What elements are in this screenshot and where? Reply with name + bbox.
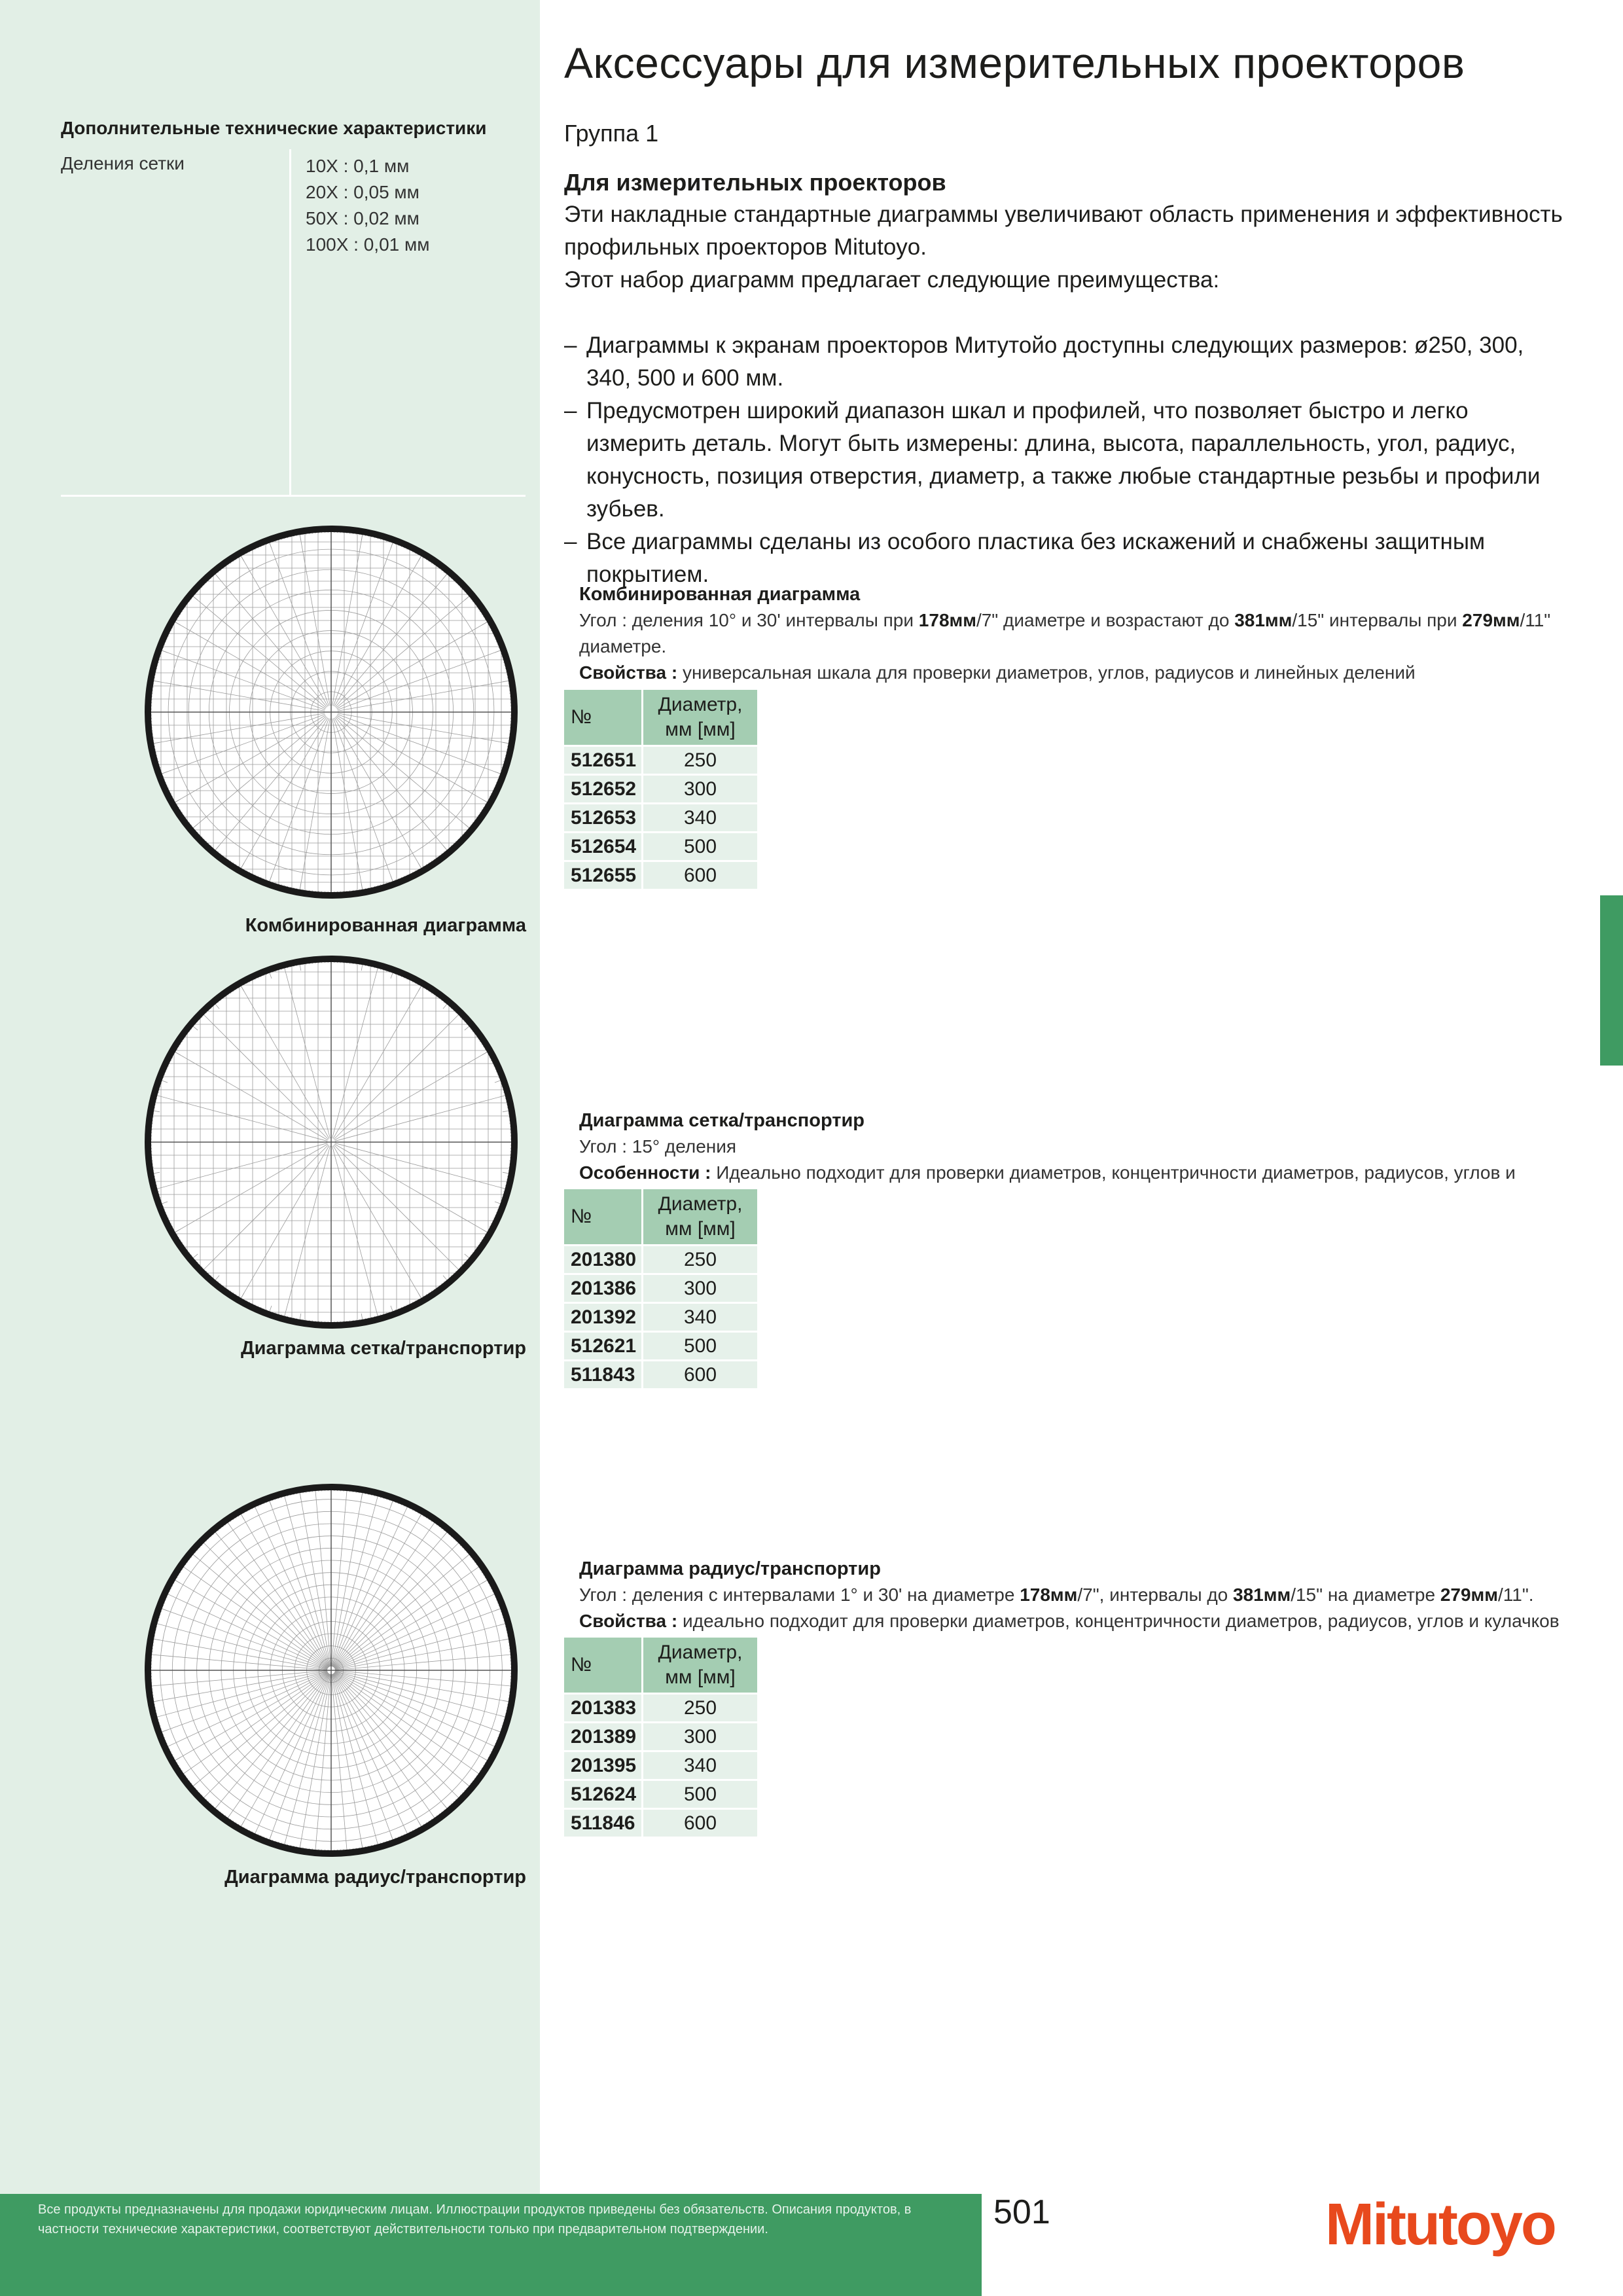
group-label: Группа 1 bbox=[564, 120, 659, 147]
product-table bbox=[564, 1638, 757, 1839]
order-number-cell: 512652 bbox=[564, 776, 643, 804]
caption-grid: Диаграмма сетка/транспортир bbox=[240, 1338, 526, 1359]
diameter-cell: 600 bbox=[643, 862, 757, 891]
benefits-list bbox=[564, 329, 1572, 591]
specs-title: Дополнительные технические характеристики bbox=[61, 118, 487, 138]
list-item: – Все диаграммы сделаны из особого пластика без искажений и снабжены защитным покрытием. bbox=[564, 526, 1572, 591]
product-angle: Угол : деления с интервалами 1° и 30' на диаметре 178мм/7", интервалы до 381мм/15" на диаметре 279мм/11". bbox=[579, 1585, 1534, 1605]
product-properties: Особенности : Идеально подходит для проверки диаметров, концентричности диаметров, радиусов, углов и bbox=[579, 1162, 1516, 1183]
list-item: – Диаграммы к экранам проекторов Митутойо доступны следующих размеров: ø250, 300, 340, 500 и 600 мм. bbox=[564, 329, 1572, 395]
diameter-cell: 500 bbox=[643, 1333, 757, 1361]
table-row bbox=[564, 1810, 757, 1839]
table-row bbox=[564, 1333, 757, 1361]
order-number-cell: 512651 bbox=[564, 747, 643, 776]
order-number-cell: 201392 bbox=[564, 1304, 643, 1333]
page-title: Аксессуары для измерительных проекторов bbox=[564, 39, 1465, 87]
divider bbox=[61, 495, 526, 497]
table-row bbox=[564, 1752, 757, 1781]
product-angle: Угол : 15° деления bbox=[579, 1136, 737, 1157]
diameter-cell: 340 bbox=[643, 1752, 757, 1781]
table-row bbox=[564, 1246, 757, 1275]
order-number-cell: 201383 bbox=[564, 1695, 643, 1723]
section-subtitle: Для измерительных проекторов bbox=[564, 169, 946, 196]
product-table bbox=[564, 1189, 757, 1390]
diameter-cell: 250 bbox=[643, 1246, 757, 1275]
footer-disclaimer: Все продукты предназначены для продажи юридическим лицам. Иллюстрации продуктов приведены без обязательств. Описания продуктов, в частности технические характеристики, соответствуют действительности только при предварительном подтверждении. bbox=[38, 2202, 912, 2236]
grid-value: 20X : 0,05 мм bbox=[306, 182, 419, 202]
order-number-cell: 201389 bbox=[564, 1723, 643, 1752]
intro-paragraph: Эти накладные стандартные диаграммы увеличивают область применения и эффективность профильных проекторов Mitutoyo. bbox=[564, 202, 1563, 260]
grid-label: Деления сетки bbox=[61, 153, 185, 173]
diameter-cell: 340 bbox=[643, 804, 757, 833]
order-number-cell: 512624 bbox=[564, 1781, 643, 1810]
table-row bbox=[564, 747, 757, 776]
diameter-cell: 340 bbox=[643, 1304, 757, 1333]
order-number-cell: 512655 bbox=[564, 862, 643, 891]
diameter-cell: 300 bbox=[643, 1723, 757, 1752]
table-header-row bbox=[564, 1189, 757, 1246]
diameter-cell: 500 bbox=[643, 1781, 757, 1810]
grid-value: 10X : 0,1 мм bbox=[306, 156, 410, 176]
table-row bbox=[564, 1695, 757, 1723]
combined-chart-image bbox=[141, 522, 522, 903]
grid-value: 100X : 0,01 мм bbox=[306, 234, 430, 255]
table-row bbox=[564, 833, 757, 862]
caption-radius: Диаграмма радиус/транспортир bbox=[224, 1867, 526, 1888]
product-properties: Свойства : идеально подходит для проверки диаметров, концентричности диаметров, радиусов, углов и кулачков bbox=[579, 1611, 1560, 1631]
table-header-row bbox=[564, 1638, 757, 1695]
column-header-no: № bbox=[564, 1638, 643, 1695]
column-header-diameter: Диаметр, мм [мм] bbox=[643, 1189, 757, 1246]
column-header-diameter: Диаметр, мм [мм] bbox=[643, 690, 757, 747]
diameter-cell: 600 bbox=[643, 1361, 757, 1390]
grid-values bbox=[306, 153, 430, 258]
product-combined bbox=[579, 581, 1574, 686]
product-angle: Угол : деления 10° и 30' интервалы при 178мм/7" диаметре и возрастают до 381мм/15" интервалы при 279мм/11" диаметре. bbox=[579, 610, 1551, 656]
product-title: Диаграмма радиус/транспортир bbox=[579, 1558, 881, 1579]
radius-protractor-chart-image bbox=[141, 1480, 522, 1861]
grid-protractor-chart-image bbox=[141, 952, 522, 1333]
table-row bbox=[564, 1781, 757, 1810]
diameter-cell: 500 bbox=[643, 833, 757, 862]
order-number-cell: 201380 bbox=[564, 1246, 643, 1275]
order-number-cell: 512654 bbox=[564, 833, 643, 862]
intro-paragraph: Этот набор диаграмм предлагает следующие преимущества: bbox=[564, 267, 1220, 293]
diameter-cell: 250 bbox=[643, 747, 757, 776]
diameter-cell: 300 bbox=[643, 1275, 757, 1304]
mitutoyo-logo: Mitutoyo bbox=[1325, 2192, 1555, 2257]
table-row bbox=[564, 862, 757, 891]
product-properties: Свойства : универсальная шкала для проверки диаметров, углов, радиусов и линейных делений bbox=[579, 662, 1416, 683]
order-number-cell: 201386 bbox=[564, 1275, 643, 1304]
order-number-cell: 511843 bbox=[564, 1361, 643, 1390]
column-header-no: № bbox=[564, 690, 643, 747]
section-tab-marker bbox=[1600, 895, 1623, 1066]
table-row bbox=[564, 776, 757, 804]
list-item: – Предусмотрен широкий диапазон шкал и профилей, что позволяет быстро и легко измерить деталь. Могут быть измерены: длина, высота, параллельность, угол, радиус, конусность, позиция отверстия, диаметр, а также любые стандартные резьбы и профили зубьев. bbox=[564, 395, 1572, 526]
table-row bbox=[564, 1304, 757, 1333]
table-header-row bbox=[564, 690, 757, 747]
diameter-cell: 600 bbox=[643, 1810, 757, 1839]
diameter-cell: 300 bbox=[643, 776, 757, 804]
order-number-cell: 201395 bbox=[564, 1752, 643, 1781]
diameter-cell: 250 bbox=[643, 1695, 757, 1723]
column-header-no: № bbox=[564, 1189, 643, 1246]
table-row bbox=[564, 1275, 757, 1304]
table-row bbox=[564, 1723, 757, 1752]
grid-value: 50X : 0,02 мм bbox=[306, 208, 419, 228]
product-radius bbox=[579, 1556, 1574, 1634]
product-table bbox=[564, 690, 757, 891]
intro-text bbox=[564, 198, 1572, 296]
column-header-diameter: Диаметр, мм [мм] bbox=[643, 1638, 757, 1695]
product-title: Комбинированная диаграмма bbox=[579, 584, 861, 605]
order-number-cell: 511846 bbox=[564, 1810, 643, 1839]
product-title: Диаграмма сетка/транспортир bbox=[579, 1110, 865, 1131]
table-row bbox=[564, 1361, 757, 1390]
caption-combined: Комбинированная диаграмма bbox=[245, 915, 526, 936]
order-number-cell: 512621 bbox=[564, 1333, 643, 1361]
order-number-cell: 512653 bbox=[564, 804, 643, 833]
table-row bbox=[564, 804, 757, 833]
divider bbox=[289, 149, 291, 495]
page-number: 501 bbox=[993, 2193, 1050, 2231]
